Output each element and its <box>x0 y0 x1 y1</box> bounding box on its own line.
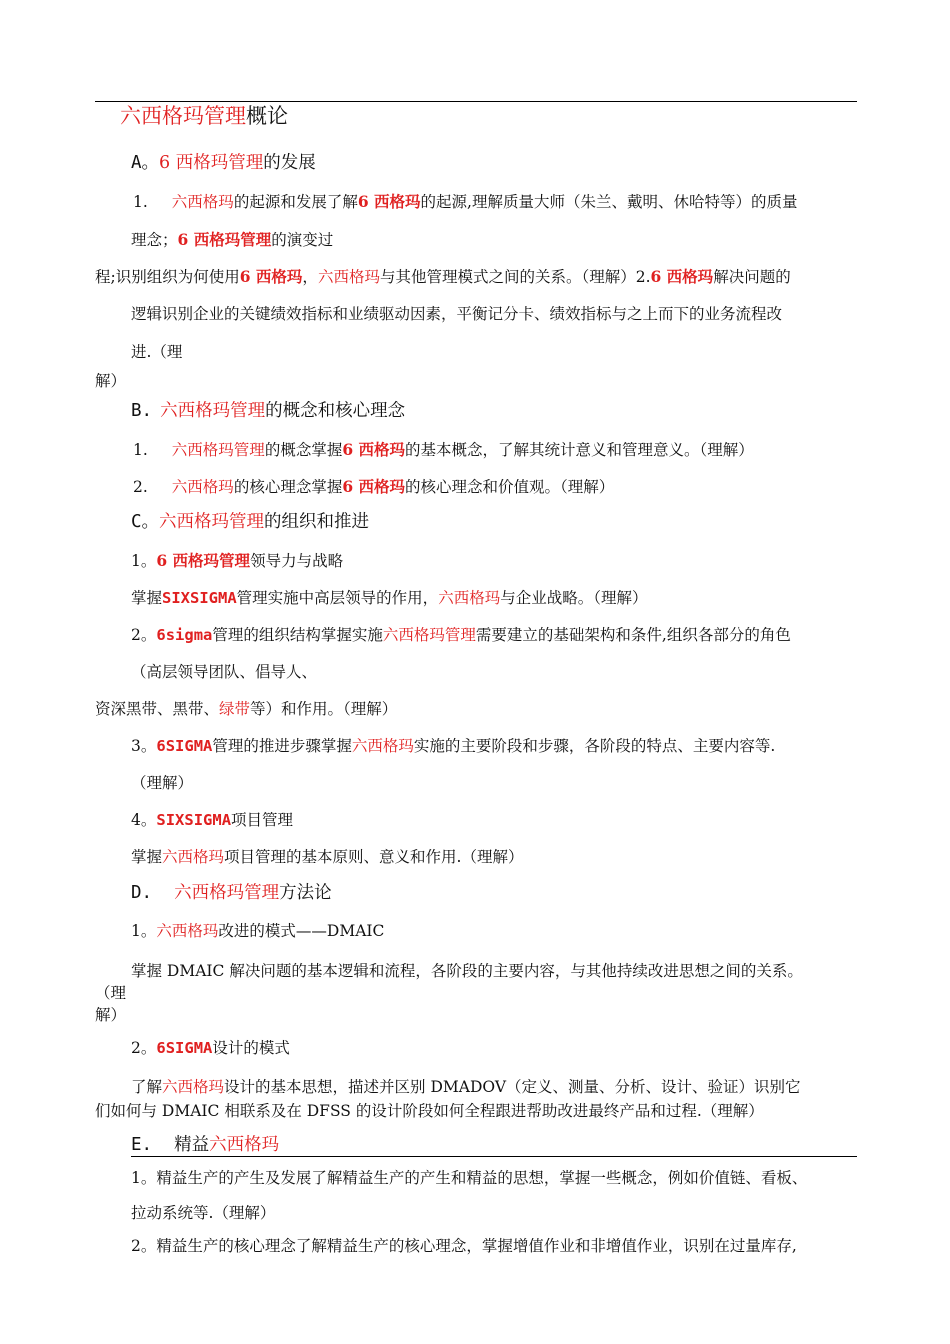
section-d-line-5: 2。6SIGMA设计的模式 <box>131 1039 290 1057</box>
section-d-line-4: 解） <box>95 1006 127 1024</box>
section-d-line-6: 了解六西格玛设计的基本思想，描述并区别 DMADOV（定义、测量、分析、设计、验证）识别它 <box>131 1078 801 1096</box>
section-c-heading: C。六西格玛管理的组织和推进 <box>131 512 370 532</box>
section-c-line-1: 1。6 西格玛管理领导力与战略 <box>131 551 344 570</box>
section-e-line-1: 1。精益生产的产生及发展了解精益生产的产生和精益的思想，掌握一些概念，例如价值链、看板、 <box>131 1169 808 1187</box>
document-title: 六西格玛管理概论 <box>120 104 288 128</box>
section-a-line-1: 1. 六西格玛的起源和发展了解6 西格玛的起源,理解质量大师（朱兰、戴明、休哈特等）的质量 <box>133 192 798 211</box>
section-c-line-8: 4。SIXSIGMA项目管理 <box>131 811 294 829</box>
section-a-line-4: 逻辑识别企业的关键绩效指标和业绩驱动因素，平衡记分卡、绩效指标与之上而下的业务流程改 <box>131 305 783 323</box>
section-c-line-9: 掌握六西格玛项目管理的基本原则、意义和作用.（理解） <box>131 848 524 866</box>
top-rule <box>95 101 857 102</box>
section-d-heading: D. 六西格玛管理方法论 <box>131 883 332 903</box>
section-c-line-4: （高层领导团队、倡导人、 <box>131 663 318 681</box>
section-b-line-2: 2. 六西格玛的核心理念掌握6 西格玛的核心理念和价值观。（理解） <box>133 477 615 496</box>
section-a-line-2: 理念；6 西格玛管理的演变过 <box>131 230 334 249</box>
section-e-heading: E. 精益六西格玛 <box>131 1135 857 1157</box>
section-b-heading: B. 六西格玛管理的概念和核心理念 <box>131 401 406 421</box>
section-e-line-2: 拉动系统等.（理解） <box>131 1204 276 1222</box>
section-a-heading: A。6 西格玛管理的发展 <box>131 153 316 173</box>
section-d-line-3: （理 <box>95 984 127 1002</box>
section-c-line-3: 2。6sigma管理的组织结构掌握实施六西格玛管理需要建立的基础架构和条件,组织各部分的角色 <box>131 626 791 644</box>
section-e-line-3: 2。精益生产的核心理念了解精益生产的核心理念，掌握增值作业和非增值作业，识别在过量库存, <box>131 1237 797 1255</box>
section-d-line-1: 1。六西格玛改进的模式——DMAIC <box>131 922 385 940</box>
section-c-line-2: 掌握SIXSIGMA管理实施中高层领导的作用，六西格玛与企业战略。（理解） <box>131 589 648 607</box>
section-c-line-7: （理解） <box>131 774 194 792</box>
section-a-line-6: 解） <box>95 372 127 390</box>
section-b-line-1: 1. 六西格玛管理的概念掌握6 西格玛的基本概念，了解其统计意义和管理意义。（理解） <box>133 440 754 459</box>
section-d-line-2: 掌握 DMAIC 解决问题的基本逻辑和流程，各阶段的主要内容，与其他持续改进思想之间的关系。 <box>131 962 803 980</box>
section-c-line-6: 3。6SIGMA管理的推进步骤掌握六西格玛实施的主要阶段和步骤，各阶段的特点、主要内容等. <box>131 737 776 755</box>
section-d-line-7: 们如何与 DMAIC 相联系及在 DFSS 的设计阶段如何全程跟进帮助改进最终产品和过程.（理解） <box>95 1102 764 1120</box>
section-c-line-5: 资深黑带、黑带、绿带等）和作用。（理解） <box>95 700 398 718</box>
section-a-line-3: 程;识别组织为何使用6 西格玛，六西格玛与其他管理模式之间的关系。（理解）2.6 西格玛解决问题的 <box>95 267 791 286</box>
section-a-line-5: 进.（理 <box>131 343 183 361</box>
